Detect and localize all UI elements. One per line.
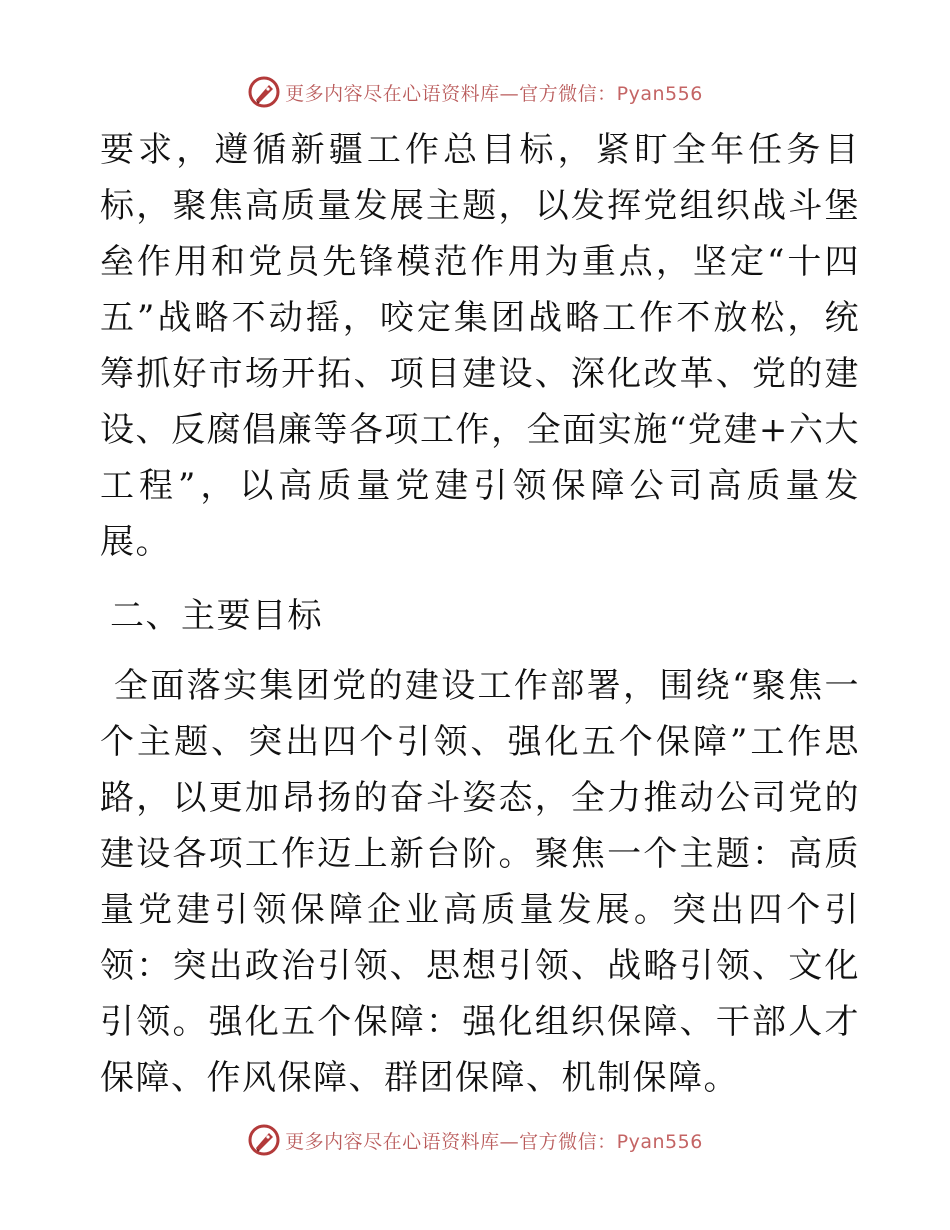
paragraph-requirements: 要求，遵循新疆工作总目标，紧盯全年任务目标，聚焦高质量发展主题，以发挥党组织战斗堡垒作用和党员先锋模范作用为重点，坚定“十四五”战略不动摇，咬定集团战略工作不放松，统筹抓好市场开拓、项目建设、深化改革、党的建设、反腐倡廉等各项工作，全面实施“党建+六大工程”，以高质量党建引领保障公司高质量发展。 bbox=[100, 130, 860, 562]
watermark-text bbox=[285, 1127, 703, 1154]
paragraph-main-goals: 全面落实集团党的建设工作部署，围绕“聚焦一个主题、突出四个引领、强化五个保障”工作思路，以更加昂扬的奋斗姿态，全力推动公司党的建设各项工作迈上新台阶。聚焦一个主题：高质量党建引领保障企业高质量发展。突出四个引领：突出政治引领、思想引领、战略引领、文化引领。强化五个保障：强化组织保障、干部人才保障、作风保障、群团保障、机制保障。 bbox=[100, 666, 860, 1098]
document-body bbox=[100, 122, 860, 1106]
watermark-wechat-id: Pyan556 bbox=[616, 1130, 703, 1153]
watermark-site-text: 更多内容尽在心语资料库—官方微信： bbox=[285, 82, 617, 105]
footer-watermark bbox=[0, 1120, 950, 1160]
watermark-wechat-id: Pyan556 bbox=[616, 82, 703, 105]
watermark-text bbox=[285, 79, 703, 106]
pen-nib-circle-icon bbox=[247, 75, 281, 109]
pen-nib-circle-icon bbox=[247, 1123, 281, 1157]
watermark-site-text: 更多内容尽在心语资料库—官方微信： bbox=[285, 1130, 617, 1153]
header-watermark bbox=[0, 72, 950, 112]
section-heading-main-goals: 二、主要目标 bbox=[110, 596, 323, 636]
